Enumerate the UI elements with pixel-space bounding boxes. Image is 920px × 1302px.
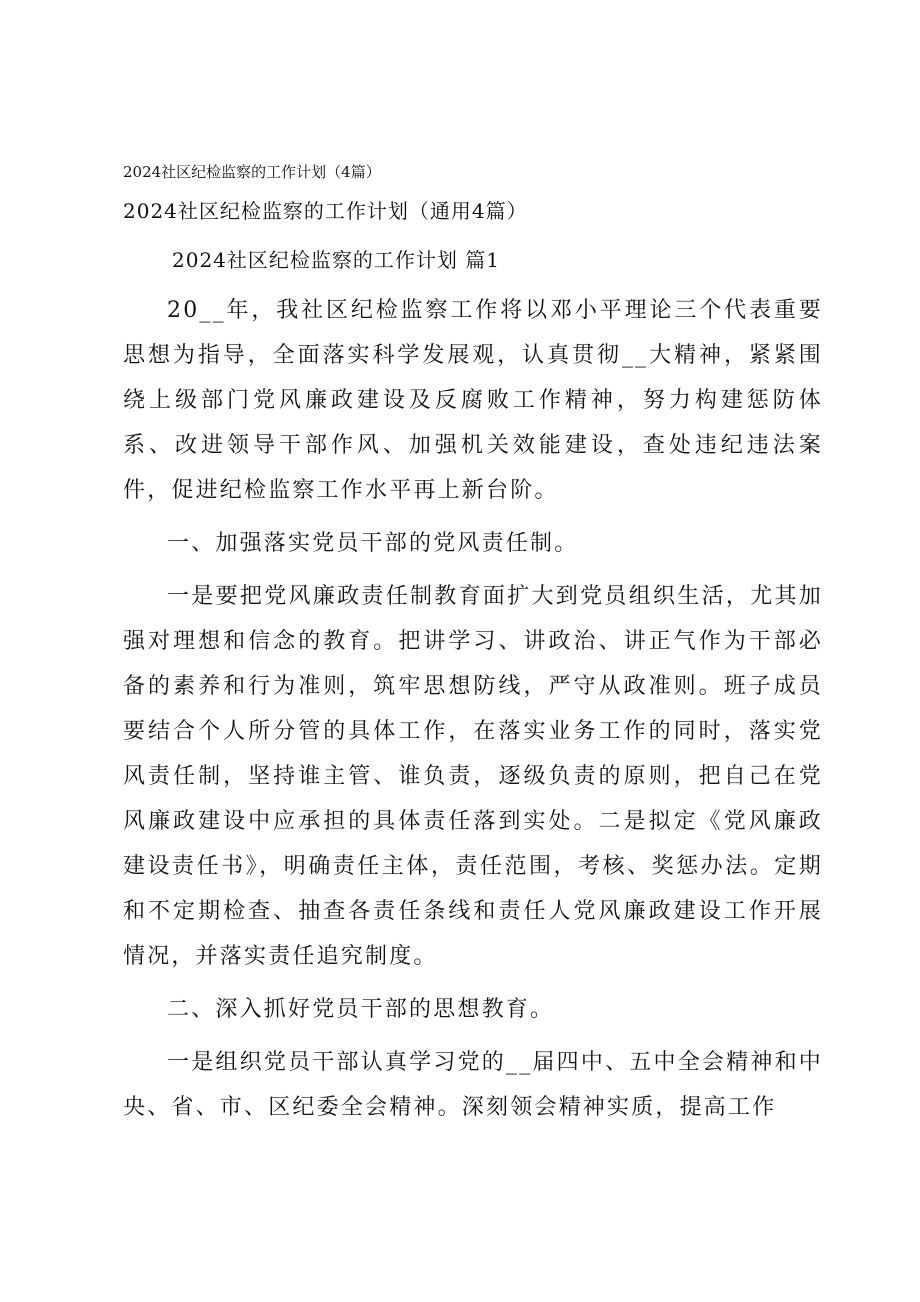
document-header-line: 2024社区纪检监察的工作计划（4篇） <box>123 163 381 181</box>
body-paragraph: 20__年，我社区纪检监察工作将以邓小平理论三个代表重要思想为指导，全面落实科学发展观，认真贯彻__大精神，紧紧围绕上级部门党风廉政建设及反腐败工作精神，努力构建惩防体系、改进领导干部作风、加强机关效能建设，查处违纪违法案件，促进纪检监察工作水平再上新台阶。 <box>123 298 823 503</box>
body-paragraph: 一是组织党员干部认真学习党的__届四中、五中全会精神和中央、省、市、区纪委全会精神。深刻领会精神实质，提高工作 <box>123 1050 823 1120</box>
section-heading: 2024社区纪检监察的工作计划 篇1 <box>172 248 500 272</box>
subsection-heading: 二、深入抓好党员干部的思想教育。 <box>167 997 555 1022</box>
document-title: 2024社区纪检监察的工作计划（通用4篇） <box>123 199 528 223</box>
document-body <box>123 288 823 1130</box>
subsection-heading: 一、加强落实党员干部的党风责任制。 <box>167 531 579 556</box>
body-paragraph: 一是要把党风廉政责任制教育面扩大到党员组织生活，尤其加强对理想和信念的教育。把讲学习、讲政治、讲正气作为干部必备的素养和行为准则，筑牢思想防线，严守从政准则。班子成员要结合个人所分管的具体工作，在落实业务工作的同时，落实党风责任制，坚持谁主管、谁负责，逐级负责的原则，把自己在党风廉政建设中应承担的具体责任落到实处。二是拟定《党风廉政建设责任书》，明确责任主体，责任范围，考核、奖惩办法。定期和不定期检查、抽查各责任条线和责任人党风廉政建设工作开展情况，并落实责任追究制度。 <box>123 584 823 969</box>
